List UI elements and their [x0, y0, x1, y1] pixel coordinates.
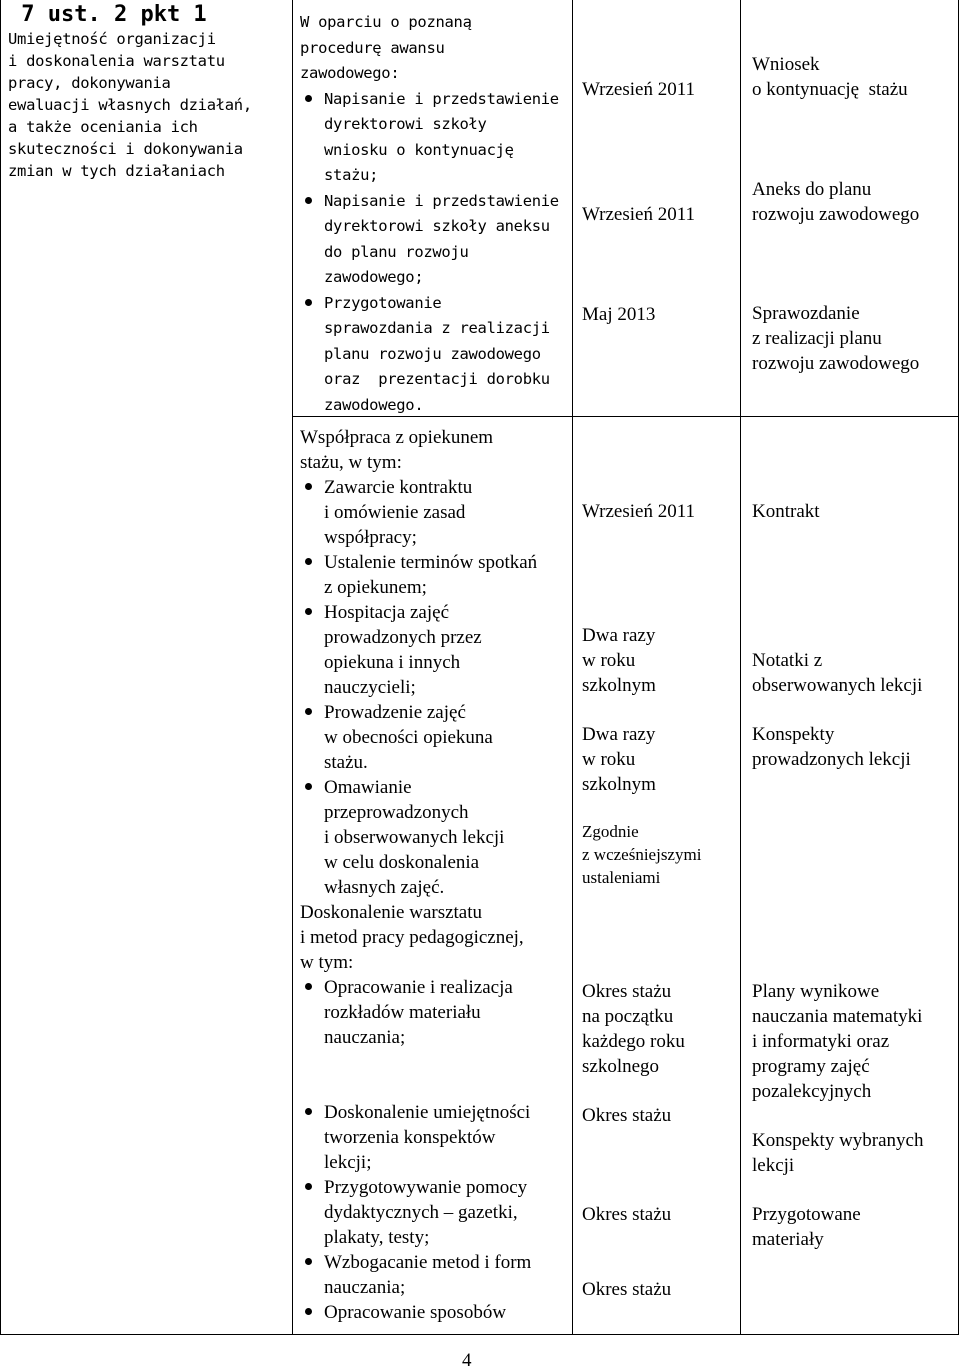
result-text: Konspekty — [752, 724, 835, 745]
task-text: w obecności opiekuna — [324, 727, 493, 748]
section-line: ewaluacji własnych działań, — [8, 96, 252, 114]
task-text: własnych zajęć. — [324, 877, 445, 898]
section-line: zmian w tych działaniach — [8, 162, 225, 180]
section-line: a także oceniania ich — [8, 118, 198, 136]
list-item — [300, 775, 570, 900]
result-text: lekcji — [752, 1155, 795, 1176]
result-text: nauczania matematyki — [752, 1006, 923, 1027]
task-text: Omawianie — [324, 777, 412, 798]
task-text: zawodowego; — [324, 268, 424, 286]
term-text: Wrzesień 2011 — [582, 501, 696, 522]
task-text: opiekuna i innych — [324, 652, 461, 673]
result-text: o kontynuację stażu — [752, 79, 908, 100]
task-text: w celu doskonalenia — [324, 852, 480, 873]
term-text: każdego roku — [582, 1031, 685, 1052]
result-text: Przygotowane — [752, 1204, 861, 1225]
task-text: Hospitacja zajęć — [324, 602, 450, 623]
task-text: oraz prezentacji dorobku — [324, 370, 550, 388]
term-text: Dwa razy — [582, 724, 656, 745]
table-border-bottom — [0, 1334, 959, 1335]
result-text: Aneks do planu — [752, 179, 872, 200]
task-intro-line: i metod pracy pedagogicznej, — [300, 927, 524, 948]
term-block — [582, 499, 695, 524]
task-text: wniosku o kontynuację — [324, 140, 514, 159]
term-text: Wrzesień 2011 — [582, 79, 696, 100]
term-block — [582, 820, 701, 889]
term-block — [582, 979, 685, 1079]
result-block — [752, 1202, 861, 1252]
section-cell — [8, 2, 288, 182]
result-text: obserwowanych lekcji — [752, 675, 923, 696]
term-text: szkolnego — [582, 1056, 660, 1077]
table-divider-2 — [572, 0, 573, 1334]
term-text: Okres stażu — [582, 981, 672, 1002]
list-item — [300, 975, 570, 1050]
result-text: z realizacji planu — [752, 328, 882, 349]
task-text: Napisanie i przedstawienie — [324, 89, 559, 108]
term-text: ustaleniami — [582, 868, 661, 887]
table-border-left — [0, 0, 1, 1334]
result-text: Konspekty wybranych — [752, 1130, 924, 1151]
term-text: szkolnym — [582, 675, 656, 696]
task-intro-line: procedurę awansu — [300, 38, 445, 57]
task-text: i obserwowanych lekcji — [324, 827, 505, 848]
task-text: sprawozdania z realizacji — [324, 319, 550, 337]
section-line: pracy, dokonywania — [8, 74, 171, 92]
list-item — [300, 1300, 570, 1325]
task-text: do planu rozwoju — [324, 242, 469, 261]
result-text: Wniosek — [752, 54, 820, 75]
table-divider-1 — [292, 0, 293, 1334]
term-block — [582, 623, 656, 698]
task-text: tworzenia konspektów — [324, 1127, 496, 1148]
page-number: 4 — [462, 1350, 472, 1371]
task-text: lekcji; — [324, 1152, 372, 1173]
list-item — [300, 1175, 570, 1250]
row1-tasks-cell — [300, 10, 570, 418]
task-intro-line: W oparciu o poznaną — [300, 13, 472, 31]
task-text: dyrektorowi szkoły aneksu — [324, 217, 550, 235]
term-text: Wrzesień 2011 — [582, 204, 696, 225]
term-text: Maj 2013 — [582, 304, 656, 325]
result-text: rozwoju zawodowego — [752, 353, 920, 374]
term-text: w roku — [582, 650, 636, 671]
result-text: prowadzonych lekcji — [752, 749, 911, 770]
list-item — [300, 550, 570, 600]
task-list — [300, 475, 570, 900]
result-block — [752, 52, 908, 102]
term-text: Okres stażu — [582, 1105, 672, 1126]
term-text: szkolnym — [582, 774, 656, 795]
task-text: dydaktycznych – gazetki, — [324, 1202, 518, 1223]
task-text: zawodowego. — [324, 395, 424, 414]
term-text: Zgodnie — [582, 822, 639, 841]
task-list — [300, 87, 570, 419]
list-item — [300, 1100, 570, 1175]
list-item — [300, 1250, 570, 1300]
term-block — [582, 722, 656, 797]
term-text: Dwa razy — [582, 625, 656, 646]
task-text: i omówienie zasad — [324, 502, 466, 523]
result-text: rozwoju zawodowego — [752, 204, 920, 225]
section-line: Umiejętność organizacji — [8, 30, 216, 48]
task-text: prowadzonych przez — [324, 627, 482, 648]
task-text: Opracowanie sposobów — [324, 1302, 507, 1323]
result-text: Kontrakt — [752, 501, 820, 522]
task-text: nauczania; — [324, 1027, 406, 1048]
section-heading: 7 ust. 2 pkt 1 — [8, 2, 207, 27]
task-text: nauczania; — [324, 1277, 406, 1298]
result-block — [752, 648, 922, 698]
task-text: stażu. — [324, 752, 368, 773]
task-text: współpracy; — [324, 527, 417, 548]
list-item — [300, 87, 570, 189]
task-text: rozkładów materiału — [324, 1002, 481, 1023]
result-block — [752, 301, 919, 376]
term-text: Okres stażu — [582, 1204, 672, 1225]
task-text: Ustalenie terminów spotkań — [324, 552, 538, 573]
task-text: Opracowanie i realizacja — [324, 977, 513, 998]
task-text: Przygotowanie — [324, 293, 442, 312]
table-border-right — [958, 0, 959, 1334]
list-item — [300, 600, 570, 700]
term-text: na początku — [582, 1006, 674, 1027]
task-text: Wzbogacanie metod i form — [324, 1252, 532, 1273]
list-item — [300, 291, 570, 419]
term-text: Okres stażu — [582, 1279, 672, 1300]
result-text: Sprawozdanie — [752, 303, 860, 324]
task-text: Doskonalenie umiejętności — [324, 1102, 531, 1123]
task-text: przeprowadzonych — [324, 802, 469, 823]
section-line: i doskonalenia warsztatu — [8, 52, 225, 70]
table-divider-3 — [740, 0, 741, 1334]
result-block — [752, 722, 911, 772]
result-text: pozalekcyjnych — [752, 1081, 872, 1102]
term-text: w roku — [582, 749, 636, 770]
result-text: materiały — [752, 1229, 824, 1250]
task-list — [300, 975, 570, 1325]
result-text: Plany wynikowe — [752, 981, 880, 1002]
result-text: Notatki z — [752, 650, 823, 671]
task-text: Zawarcie kontraktu — [324, 477, 473, 498]
task-intro-line: Współpraca z opiekunem — [300, 427, 494, 448]
task-intro-line: stażu, w tym: — [300, 452, 402, 473]
result-block — [752, 177, 919, 227]
list-item — [300, 189, 570, 291]
list-item — [300, 700, 570, 775]
task-intro-line: w tym: — [300, 952, 354, 973]
task-text: Napisanie i przedstawienie — [324, 191, 559, 210]
task-text: nauczycieli; — [324, 677, 416, 698]
task-intro-line: Doskonalenie warsztatu — [300, 902, 483, 923]
section-line: skuteczności i dokonywania — [8, 140, 243, 158]
list-item — [300, 475, 570, 550]
row2-tasks-cell — [300, 425, 570, 1325]
task-text: z opiekunem; — [324, 577, 427, 598]
task-text: Prowadzenie zajęć — [324, 702, 466, 723]
result-text: i informatyki oraz — [752, 1031, 890, 1052]
result-block — [752, 979, 922, 1104]
task-text: stażu; — [324, 166, 379, 184]
task-text: plakaty, testy; — [324, 1227, 430, 1248]
result-block — [752, 1128, 924, 1178]
result-text: programy zajęć — [752, 1056, 870, 1077]
result-block — [752, 499, 820, 524]
term-text: z wcześniejszymi — [582, 845, 702, 864]
task-text: dyrektorowi szkoły — [324, 115, 487, 133]
task-text: Przygotowywanie pomocy — [324, 1177, 528, 1198]
task-intro-line: zawodowego: — [300, 64, 400, 82]
task-text: planu rozwoju zawodowego — [324, 344, 541, 363]
